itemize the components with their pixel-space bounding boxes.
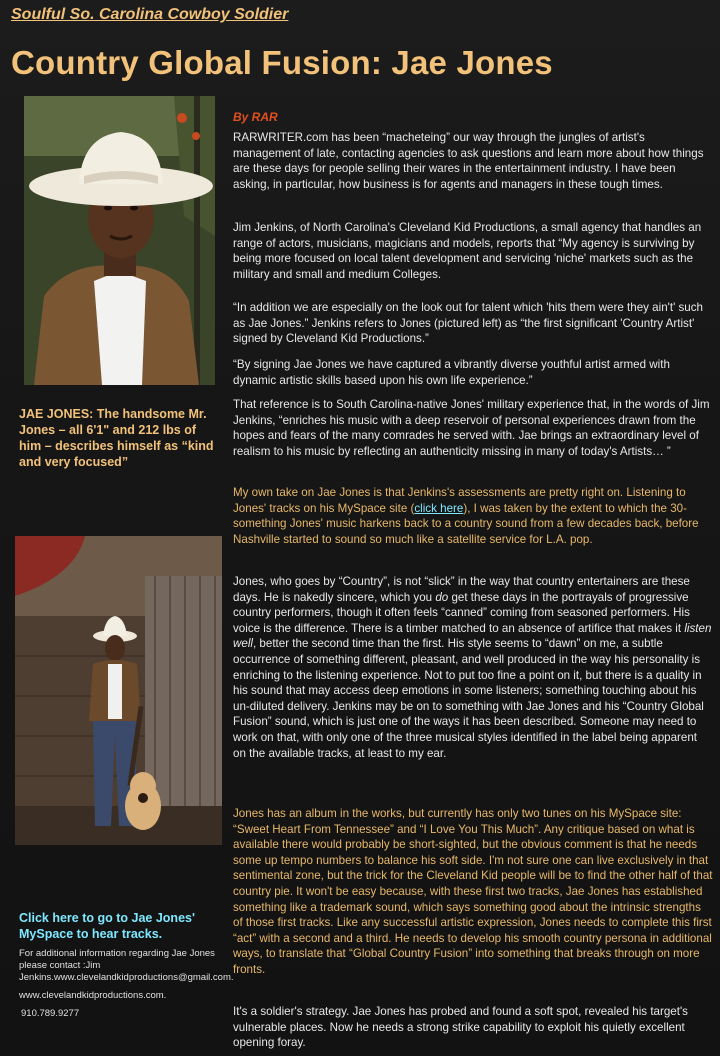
paragraph-1: RARWRITER.com has been “macheteing” our way through the jungles of artist's management of late, contacting agencies to ask questions and learn more about how things are these days for people selling their wares in the entertainment industry. I have been asking, in particular, how business is for agents and managers in these tough times. <box>233 131 704 191</box>
paragraph-7-emphasis-2: listen well <box>233 621 712 651</box>
article-paragraph <box>233 397 713 459</box>
myspace-inline-link[interactable]: click here <box>414 501 464 515</box>
paragraph-7-part-c: , better the second time than the first. His style seems to “dawn” on me, a subtle occurrence of something different, pleasant, and well produced in the way his personality is enriching to the listening experience. Not to put too fine a point on it, but there is a quality in his sound that may access deep emotions in some listeners; something touching about his un-diluted delivery. Jenkins may be on to something with Jae Jones and his “Country Global Fusion” sound, which is just one of the ways it has been described. Someone may need to work on that, with only one of the three musical styles identified in the label being apparent on the available tracks, at least to my ear. <box>233 637 704 760</box>
paragraph-6-part-b: ), I was taken by the extent to which the 30-something Jones' music harkens back to a country sound from a few decades back, before Nashville started to sound so much like a satellite service for L.A. pop. <box>233 501 699 546</box>
article-paragraph <box>233 300 713 347</box>
page-title: Country Global Fusion: Jae Jones <box>11 44 553 81</box>
byline: By RAR <box>233 110 278 124</box>
jae-jones-guitar-photo <box>15 536 222 845</box>
photo-caption: JAE JONES: The handsome Mr. Jones – all 6'1" and 212 lbs of him – describes himself as “kind and very focused” <box>19 407 214 469</box>
article-paragraph <box>233 357 713 388</box>
article-paragraph <box>233 806 713 978</box>
phone-text: 910.789.9277 <box>21 1008 80 1019</box>
article-paragraph <box>233 130 713 192</box>
paragraph-7-part-b: get these days in the portrayals of progressive country performers, though it often feels “canned” coming from seasoned performers. His voice is the difference. There is a timber matched to an absence of artifice that makes it <box>233 590 690 635</box>
portrait-illustration <box>24 96 215 385</box>
paragraph-7-part-a: Jones, who goes by “Country”, is not “slick” in the way that country entertainers are these days. He is nakedly sincere, which you <box>233 575 690 604</box>
paragraph-6 <box>233 485 713 547</box>
contact-text: For additional information regarding Jae Jones please contact :Jim Jenkins.www.clevelandkidproductions@gmail.com. <box>19 948 234 983</box>
paragraph-9: It's a soldier's strategy. Jae Jones has probed and found a soft spot, revealed his target's vulnerable places. Now he needs a strong strike capability to exploit his quietly excellent opening foray. <box>233 1005 688 1050</box>
jae-jones-portrait-photo <box>24 96 215 385</box>
paragraph-5: That reference is to South Carolina-native Jones' military experience that, in the words of Jim Jenkins, “enriches his music with a deep reservoir of personal experiences drawn from the hopes and fears of the many comrades he served with. Jae brings an extraordinary level of realism to his music by reflecting an authenticity missing in many of today's Artists… ” <box>233 398 710 458</box>
paragraph-6-part-a: My own take on Jae Jones is that Jenkins's assessments are pretty right on. Listening to Jones' tracks on his MySpace site ( <box>233 486 686 515</box>
paragraph-3: “In addition we are especially on the look out for talent which 'hits them were they ain't' such as Jae Jones.” Jenkins refers to Jones (pictured left) as “the first significant 'Country Artist' signed by Cleveland Kid Productions.” <box>233 301 703 346</box>
guitar-photo-illustration <box>15 536 222 845</box>
website-text: www.clevelandkidproductions.com. <box>19 990 167 1001</box>
article-paragraph <box>233 1004 713 1051</box>
paragraph-7 <box>233 574 713 761</box>
article-paragraph <box>233 220 713 282</box>
article-paragraph <box>233 574 713 761</box>
section-kicker: Soulful So. Carolina Cowboy Soldier <box>11 6 289 23</box>
paragraph-4: “By signing Jae Jones we have captured a vibrantly diverse youthful artist armed with dynamic artistic skills based upon his own life experience.” <box>233 358 670 387</box>
paragraph-7-emphasis-1: do <box>435 590 449 604</box>
paragraph-8: Jones has an album in the works, but currently has only two tunes on his MySpace site: “Sweet Heart From Tennessee” and “I Love You This Much”. Any critique based on what is available there would probably be short-sighted, but the obvious comment is that he needs some up tempo numbers to balance his soft side. I'm not sure one can live exclusively in that sentimental zone, but the trick for the Cleveland Kid people will be to find the other half of that country pie. It won't be easy because, with these first two tracks, Jae Jones has established something like a trademark sound, which says something good about the intrinsic strengths of those first tracks. Like any successful artistic expression, Jones needs to complete this first “act” with a second and a third. He needs to develop his smooth country persona in additional ways, to translate that “Global Country Fusion” into something that breaks through on more fronts. <box>233 807 713 976</box>
contact-info <box>19 948 234 1026</box>
paragraph-2: Jim Jenkins, of North Carolina's Cleveland Kid Productions, a small agency that handles an range of actors, musicians, magicians and models, reports that “My agency is surviving by being more focused on local talent development and servicing 'niche' markets such as the military and small and medium Colleges. <box>233 221 702 281</box>
article-paragraph <box>233 485 713 547</box>
myspace-link[interactable]: Click here to go to Jae Jones' MySpace to hear tracks. <box>19 911 195 941</box>
